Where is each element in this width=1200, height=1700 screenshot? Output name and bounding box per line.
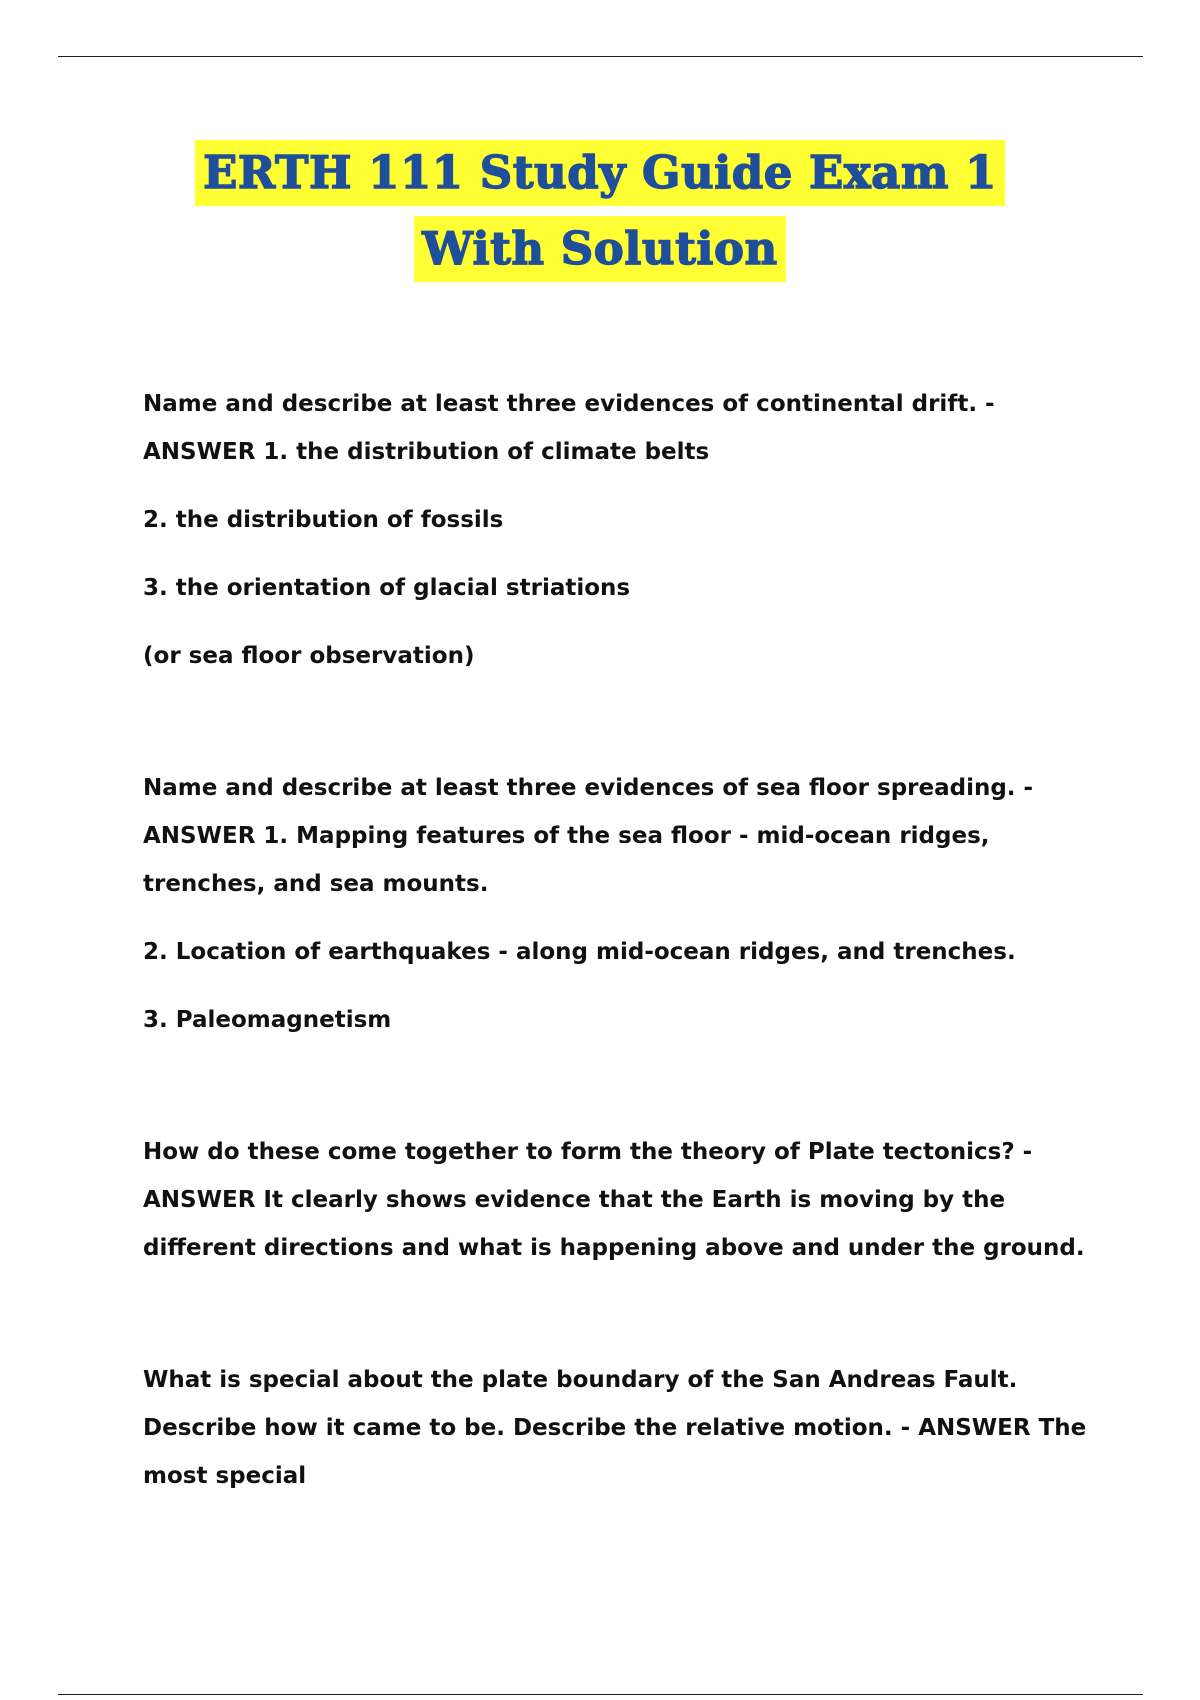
question-text: Name and describe at least three evidences of continental drift. - ANSWER 1. the distribution of climate belts xyxy=(143,391,995,465)
answer-line: (or sea floor observation) xyxy=(143,643,475,669)
top-divider xyxy=(58,56,1143,57)
bottom-divider xyxy=(58,1694,1143,1695)
title-line-1: ERTH 111 Study Guide Exam 1 xyxy=(195,140,1005,206)
answer-line: 3. the orientation of glacial striations xyxy=(143,575,631,601)
qa-block-2 xyxy=(143,764,1103,1044)
question-text: What is special about the plate boundary of the San Andreas Fault. Describe how it came to be. Describe the relative motion. - ANSWER The most special xyxy=(143,1367,1087,1489)
document-title xyxy=(0,140,1200,290)
answer-line: 2. Location of earthquakes - along mid-ocean ridges, and trenches. xyxy=(143,939,1016,965)
spacer xyxy=(143,700,1103,764)
document-body xyxy=(143,380,1103,1520)
spacer xyxy=(143,1292,1103,1356)
answer-line: 3. Paleomagnetism xyxy=(143,1007,392,1033)
qa-block-3 xyxy=(143,1128,1103,1272)
question-text: How do these come together to form the theory of Plate tectonics? - ANSWER It clearly shows evidence that the Earth is moving by the different directions and what is happening above and under the ground. xyxy=(143,1139,1085,1261)
question-text: Name and describe at least three evidences of sea floor spreading. - ANSWER 1. Mapping features of the sea floor - mid-ocean ridges, trenches, and sea mounts. xyxy=(143,775,1034,897)
qa-block-1 xyxy=(143,380,1103,680)
title-line-2: With Solution xyxy=(414,216,785,282)
qa-block-4 xyxy=(143,1356,1103,1500)
spacer xyxy=(143,1064,1103,1128)
answer-line: 2. the distribution of fossils xyxy=(143,507,504,533)
